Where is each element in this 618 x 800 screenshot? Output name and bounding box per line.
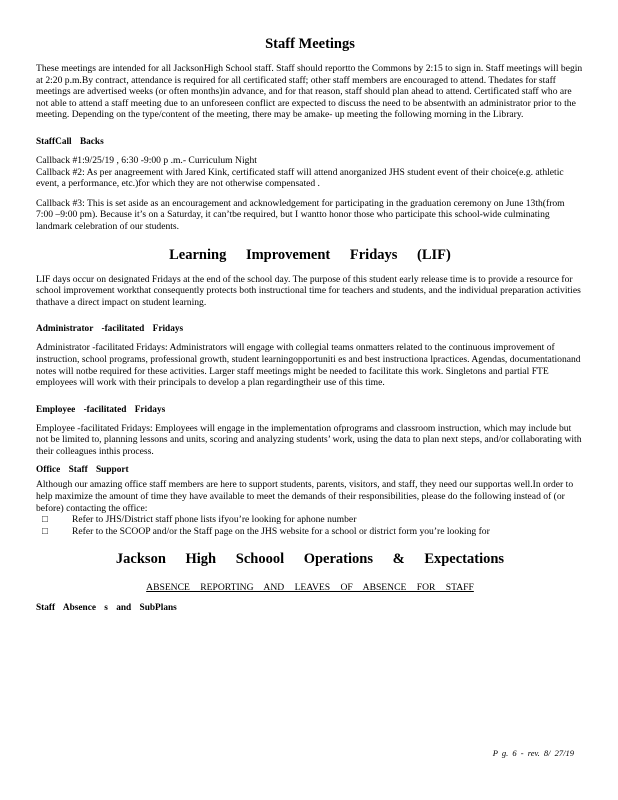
staff-callbacks-heading: StaffCall Backs xyxy=(36,136,104,147)
admin-fridays-body: Administrator -facilitated Fridays: Administrators will engage with collegial teams onmatters related to the continuous improvement of instruction, school programs, professional growth, student learningopportuniti es and best instructiona lpractices. Agendas, documentationand notes will notbe required for these activities. Larger staff meetings might be needed to facilitate this work. Singletons and partial FTE employees will work with their principals to develop a plan regardingtheir use of this time. xyxy=(36,342,581,389)
list-item-text: Refer to the SCOOP and/or the Staff page on the JHS website for a school or district form you’re looking for xyxy=(72,525,490,537)
absence-title: ABSENCE REPORTING AND LEAVES OF ABSENCE FOR STAFF xyxy=(146,582,474,594)
list-item-text: Refer to JHS/District staff phone lists ifyou’re looking for aphone number xyxy=(72,514,357,526)
employee-fridays-body: Employee -facilitated Fridays: Employees will engage in the implementation ofprograms and classroom instruction, which may include but not be limited to, planning lessons and units, scoring and analyzing students’ work, using the data to plan next steps, and/or collaborating with their colleagues inthis process. xyxy=(36,422,582,457)
employee-fridays-heading: Employee -facilitated Fridays xyxy=(36,404,166,415)
callback-2: Callback #2: As per anagreement with Jared Kink, certificated staff will attend anorganized JHS student event of their choice(e.g. athletic event, a performance, etc.)for which they are not otherwise compensated . xyxy=(36,166,564,190)
bullet-icon: □ xyxy=(42,525,48,537)
office-support-heading: Office Staff Support xyxy=(36,465,129,476)
bullet-icon: □ xyxy=(42,514,48,526)
document-page xyxy=(36,36,584,621)
list-item xyxy=(36,526,584,538)
page-footer: P g. 6 - rev. 8/ 27/19 xyxy=(492,748,574,758)
lif-title: Learning Improvement Fridays (LIF) xyxy=(169,246,451,263)
operations-title: Jackson High Schoool Operations & Expectations xyxy=(115,551,505,568)
callback-1: Callback #1:9/25/19 , 6:30 -9:00 p .m.- Curriculum Night xyxy=(36,154,257,166)
staff-meetings-body: These meetings are intended for all JacksonHigh School staff. Staff should reportto the Commons by 2:15 to sign in. Staff meetings will begin at 2:20 p.m.By contract, attendance is required for all certificated staff; other staff members are encouraged to attend. Thedates for staff meetings are advertised weeks (or often months)in advance, and for that reason, staff should plan ahead to attend. Certificated staff who are not able to attend a staff meeting due to an unforeseen conflict are expected to discuss the need to be absentwith an administrator prior to the meeting. Depending on the type/content of the meeting, there may be amake- up meeting the following morning in the Library. xyxy=(36,63,583,121)
staff-meetings-title: Staff Meetings xyxy=(265,36,355,52)
callback-3: Callback #3: This is set aside as an encouragement and acknowledgement for participating in the graduation ceremony on June 13th(from 7:00 –9:00 pm). Because it’s on a Saturday, it can’tbe required, but I wantto honor those who participate this school-wide culminating landmark celebration of our students. xyxy=(36,197,565,232)
staff-absences-heading: Staff Absence s and SubPlans xyxy=(36,603,177,614)
lif-body: LIF days occur on designated Fridays at the end of the school day. The purpose of this student early release time is to provide a resource for school improvement workthat consequently protects both instructional time for teachers and students, and the individual preparation activities thathave a direct impact on student learning. xyxy=(36,273,581,308)
list-item xyxy=(36,514,584,526)
admin-fridays-heading: Administrator -facilitated Fridays xyxy=(36,324,184,335)
office-support-body: Although our amazing office staff members are here to support students, parents, visitors, and staff, they need our supportas well.In order to help maximize the amount of time they have available to meet the demands of their responsibilities, please do the following instead of (or before) contacting the office: xyxy=(36,479,574,514)
office-support-list xyxy=(36,514,584,537)
